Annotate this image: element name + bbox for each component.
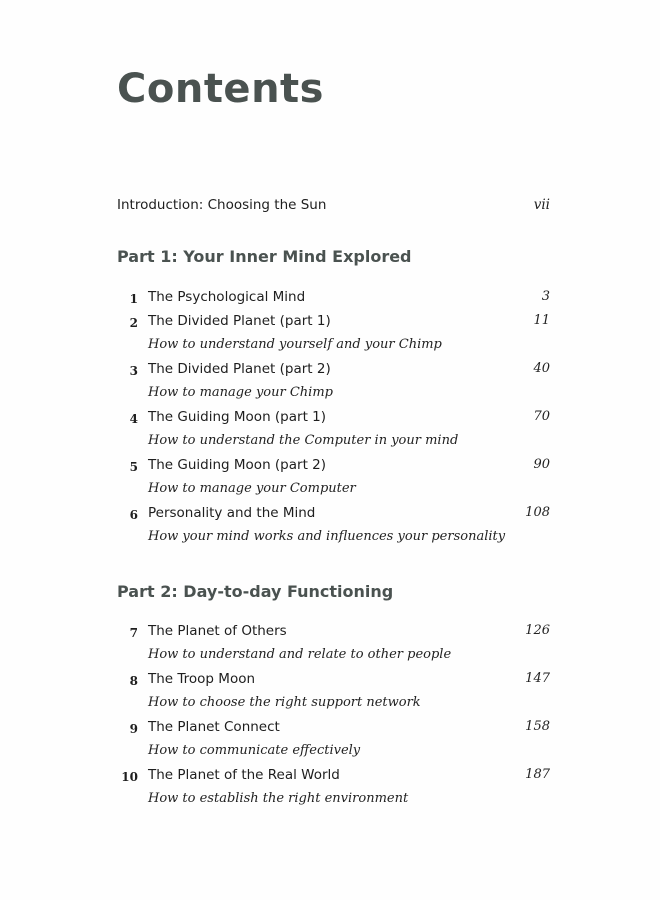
chapter-title: The Planet of Others [148,623,287,639]
part-1-chapter-list [117,287,550,551]
chapter-number: 1 [129,292,138,306]
toc-entry-chapter[interactable] [117,287,550,311]
chapter-title: The Divided Planet (part 1) [148,313,331,329]
toc-entry-chapter[interactable] [117,621,550,645]
chapter-title: The Troop Moon [148,671,256,687]
introduction-title: Introduction: Choosing the Sun [117,197,327,213]
toc-entry-chapter[interactable] [117,359,550,383]
chapter-subtitle: How to communicate effectively [148,743,361,758]
chapter-page-number: 108 [525,505,550,520]
chapter-title: Personality and the Mind [148,505,316,521]
chapter-title: The Psychological Mind [148,289,306,305]
chapter-number: 2 [129,316,138,330]
chapter-page-number: 11 [533,313,550,328]
chapter-page-number: 187 [525,767,550,782]
toc-entry-chapter[interactable] [117,407,550,431]
toc-entry-chapter[interactable] [117,717,550,741]
part-1-heading: Part 1: Your Inner Mind Explored [117,247,412,266]
chapter-number: 9 [129,722,138,736]
chapter-subtitle: How to choose the right support network [148,695,421,710]
chapter-number: 6 [129,508,138,522]
part-2-heading: Part 2: Day-to-day Functioning [117,582,394,601]
chapter-number: 5 [129,460,138,474]
chapter-title: The Planet Connect [148,719,280,735]
chapter-page-number: 126 [525,623,550,638]
chapter-title: The Guiding Moon (part 1) [148,409,327,425]
toc-entry-chapter[interactable] [117,455,550,479]
chapter-title: The Divided Planet (part 2) [148,361,331,377]
toc-entry-chapter[interactable] [117,311,550,335]
chapter-number: 7 [129,626,138,640]
toc-entry-introduction[interactable] [117,197,550,217]
chapter-page-number: 3 [541,289,550,304]
chapter-subtitle: How to understand and relate to other people [148,647,452,662]
chapter-subtitle: How to manage your Computer [148,481,356,496]
chapter-page-number: 147 [525,671,550,686]
chapter-page-number: 90 [533,457,550,472]
chapter-page-number: 70 [533,409,550,424]
chapter-subtitle: How to understand the Computer in your mind [148,433,459,448]
chapter-subtitle: How to manage your Chimp [148,385,333,400]
chapter-page-number: 158 [525,719,550,734]
toc-entry-chapter[interactable] [117,503,550,527]
chapter-subtitle: How to understand yourself and your Chimp [148,337,442,352]
chapter-subtitle: How your mind works and influences your personality [148,529,506,544]
chapter-subtitle: How to establish the right environment [148,791,409,806]
chapter-number: 10 [121,770,138,784]
toc-entry-chapter[interactable] [117,765,550,789]
toc-entry-chapter[interactable] [117,669,550,693]
chapter-number: 4 [129,412,138,426]
chapter-number: 3 [129,364,138,378]
page-title: Contents [117,66,324,112]
chapter-title: The Planet of the Real World [148,767,340,783]
introduction-page-number: vii [533,197,550,213]
chapter-title: The Guiding Moon (part 2) [148,457,327,473]
chapter-number: 8 [129,674,138,688]
chapter-page-number: 40 [533,361,550,376]
part-2-chapter-list [117,621,550,813]
